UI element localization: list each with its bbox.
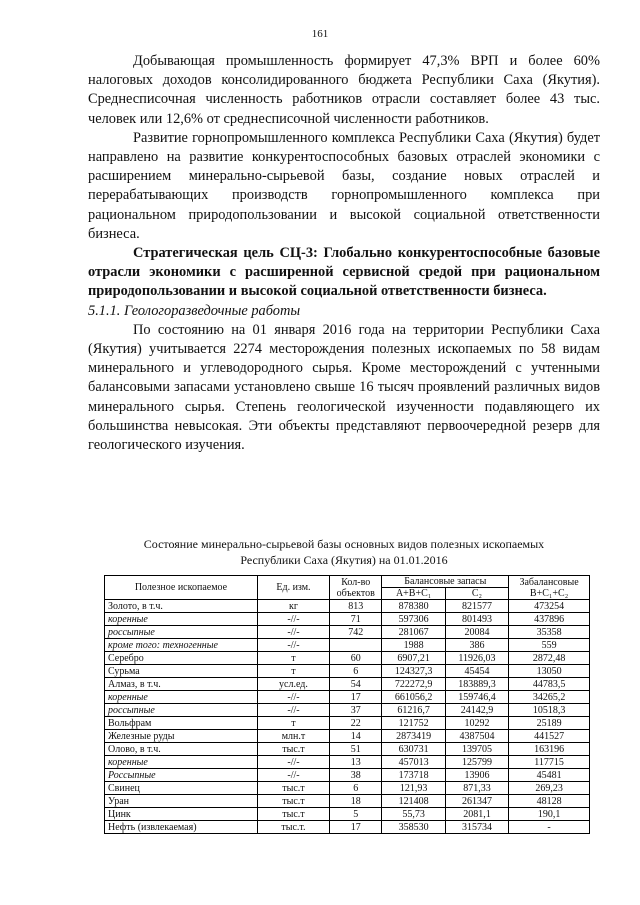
cell-count: 37 <box>330 704 382 717</box>
cell-mineral: коренные <box>105 756 258 769</box>
header-balance: Балансовые запасы <box>382 576 509 588</box>
cell-offbalance: 473254 <box>509 600 590 613</box>
cell-count: 742 <box>330 626 382 639</box>
cell-abc1: 6907,21 <box>382 652 445 665</box>
cell-abc1: 597306 <box>382 613 445 626</box>
table-caption-line2: Республики Саха (Якутия) на 01.01.2016 <box>240 553 448 567</box>
cell-unit: -//- <box>257 769 329 782</box>
table-row <box>105 613 590 626</box>
table-row <box>105 756 590 769</box>
cell-abc1: 281067 <box>382 626 445 639</box>
cell-unit: -//- <box>257 613 329 626</box>
cell-unit: -//- <box>257 704 329 717</box>
paragraph-strategic-goal: Стратегическая цель СЦ-3: Глобально конкурентоспособные базовые отрасли экономики с расширенной сервисной средой при рациональном природопользовании и высокой социальной ответственности бизнеса. <box>88 245 600 300</box>
cell-c2: 315734 <box>445 821 508 834</box>
table-row <box>105 795 590 808</box>
table-row <box>105 626 590 639</box>
cell-unit: тыс.т <box>257 808 329 821</box>
cell-c2: 159746,4 <box>445 691 508 704</box>
cell-offbalance: 45481 <box>509 769 590 782</box>
table-row <box>105 743 590 756</box>
cell-abc1: 722272,9 <box>382 678 445 691</box>
paragraph-development: Развитие горнопромышленного комплекса Республики Саха (Якутия) будет направлено на развитие конкурентоспособных базовых отраслей экономики с расширением минерально-сырьевой базы, создание новых отраслей и перерабатывающих производств горнопромышленного комплекса при рациональном природопользовании и высокой социальной ответственности бизнеса. <box>88 129 600 242</box>
cell-mineral: россыпные <box>105 704 258 717</box>
cell-count: 17 <box>330 821 382 834</box>
paragraph-industry-share: Добывающая промышленность формирует 47,3% ВРП и более 60% налоговых доходов консолидированного бюджета Республики Саха (Якутия). Среднесписочная численность работников отрасли составляет более 43 тыс. человек или 12,6% от среднесписочной численности работников. <box>88 53 600 127</box>
cell-c2: 11926,03 <box>445 652 508 665</box>
cell-offbalance: 35358 <box>509 626 590 639</box>
cell-unit: т <box>257 652 329 665</box>
cell-unit: тыс.т. <box>257 821 329 834</box>
cell-mineral: Железные руды <box>105 730 258 743</box>
cell-offbalance: 34265,2 <box>509 691 590 704</box>
cell-count: 6 <box>330 665 382 678</box>
cell-abc1: 121408 <box>382 795 445 808</box>
table-row <box>105 769 590 782</box>
cell-abc1: 173718 <box>382 769 445 782</box>
cell-unit: млн.т <box>257 730 329 743</box>
cell-mineral: Вольфрам <box>105 717 258 730</box>
cell-offbalance: 190,1 <box>509 808 590 821</box>
table-row <box>105 600 590 613</box>
cell-offbalance: 117715 <box>509 756 590 769</box>
section-title: 5.1.1. Геологоразведочные работы <box>88 302 301 319</box>
cell-c2: 139705 <box>445 743 508 756</box>
cell-abc1: 1988 <box>382 639 445 652</box>
cell-unit: усл.ед. <box>257 678 329 691</box>
cell-mineral: россыпные <box>105 626 258 639</box>
cell-c2: 13906 <box>445 769 508 782</box>
cell-mineral: Золото, в т.ч. <box>105 600 258 613</box>
cell-count: 813 <box>330 600 382 613</box>
cell-count: 13 <box>330 756 382 769</box>
table-row <box>105 808 590 821</box>
cell-mineral: коренные <box>105 613 258 626</box>
cell-abc1: 124327,3 <box>382 665 445 678</box>
cell-offbalance: 48128 <box>509 795 590 808</box>
cell-unit: -//- <box>257 691 329 704</box>
cell-c2: 183889,3 <box>445 678 508 691</box>
cell-c2: 125799 <box>445 756 508 769</box>
cell-offbalance: 559 <box>509 639 590 652</box>
cell-c2: 20084 <box>445 626 508 639</box>
header-abc1: А+В+С₁ <box>382 588 445 600</box>
cell-offbalance: 269,23 <box>509 782 590 795</box>
cell-mineral: Уран <box>105 795 258 808</box>
cell-count: 60 <box>330 652 382 665</box>
cell-count: 17 <box>330 691 382 704</box>
cell-unit: кг <box>257 600 329 613</box>
cell-mineral: Россыпные <box>105 769 258 782</box>
cell-offbalance: 437896 <box>509 613 590 626</box>
table-row <box>105 717 590 730</box>
cell-mineral: Сурьма <box>105 665 258 678</box>
cell-offbalance: 10518,3 <box>509 704 590 717</box>
document-body <box>88 52 600 455</box>
cell-count: 18 <box>330 795 382 808</box>
cell-c2: 801493 <box>445 613 508 626</box>
cell-count: 71 <box>330 613 382 626</box>
table-body <box>105 600 590 834</box>
table-row <box>105 730 590 743</box>
cell-unit: -//- <box>257 756 329 769</box>
cell-abc1: 457013 <box>382 756 445 769</box>
cell-offbalance: 13050 <box>509 665 590 678</box>
cell-c2: 261347 <box>445 795 508 808</box>
header-mineral: Полезное ископаемое <box>105 576 258 600</box>
table-row <box>105 639 590 652</box>
cell-offbalance: - <box>509 821 590 834</box>
header-offbalance: Забалансовые В+С₁+С₂ <box>509 576 590 600</box>
cell-offbalance: 441527 <box>509 730 590 743</box>
cell-mineral: Олово, в т.ч. <box>105 743 258 756</box>
header-c2: С₂ <box>445 588 508 600</box>
cell-mineral: Серебро <box>105 652 258 665</box>
cell-abc1: 61216,7 <box>382 704 445 717</box>
table-row <box>105 678 590 691</box>
cell-c2: 45454 <box>445 665 508 678</box>
cell-c2: 4387504 <box>445 730 508 743</box>
cell-abc1: 358530 <box>382 821 445 834</box>
cell-c2: 821577 <box>445 600 508 613</box>
table-row <box>105 691 590 704</box>
cell-unit: т <box>257 717 329 730</box>
page-number: 161 <box>311 28 329 40</box>
cell-c2: 871,33 <box>445 782 508 795</box>
cell-offbalance: 44783,5 <box>509 678 590 691</box>
cell-abc1: 121752 <box>382 717 445 730</box>
cell-abc1: 878380 <box>382 600 445 613</box>
table-row <box>105 665 590 678</box>
cell-abc1: 630731 <box>382 743 445 756</box>
cell-count: 38 <box>330 769 382 782</box>
cell-offbalance: 2872,48 <box>509 652 590 665</box>
cell-count: 5 <box>330 808 382 821</box>
cell-c2: 2081,1 <box>445 808 508 821</box>
header-unit: Ед. изм. <box>257 576 329 600</box>
cell-offbalance: 163196 <box>509 743 590 756</box>
cell-count: 54 <box>330 678 382 691</box>
cell-abc1: 661056,2 <box>382 691 445 704</box>
cell-abc1: 2873419 <box>382 730 445 743</box>
header-count: Кол-во объектов <box>330 576 382 600</box>
cell-unit: тыс.т <box>257 782 329 795</box>
table-row <box>105 782 590 795</box>
paragraph-geology: По состоянию на 01 января 2016 года на территории Республики Саха (Якутия) учитывается 2274 месторождения полезных ископаемых по 58 видам минерального и углеводородного сырья. Кроме месторождений с учтенными балансовыми запасами установлено свыше 16 тысяч проявлений различных видов минерального сырья. Степень геологической изученности подавляющего их большинства невысокая. Эти объекты представляют первоочередной резерв для геологического изучения. <box>88 321 600 454</box>
cell-unit: -//- <box>257 626 329 639</box>
cell-unit: -//- <box>257 639 329 652</box>
cell-mineral: кроме того: техногенные <box>105 639 258 652</box>
cell-unit: тыс.т <box>257 795 329 808</box>
cell-abc1: 121,93 <box>382 782 445 795</box>
minerals-table <box>104 575 590 834</box>
cell-mineral: Свинец <box>105 782 258 795</box>
cell-c2: 10292 <box>445 717 508 730</box>
cell-mineral: Цинк <box>105 808 258 821</box>
cell-unit: т <box>257 665 329 678</box>
cell-mineral: Нефть (извлекаемая) <box>105 821 258 834</box>
table-caption <box>88 536 600 568</box>
cell-c2: 24142,9 <box>445 704 508 717</box>
table-row <box>105 652 590 665</box>
table-row <box>105 821 590 834</box>
cell-c2: 386 <box>445 639 508 652</box>
cell-mineral: коренные <box>105 691 258 704</box>
cell-unit: тыс.т <box>257 743 329 756</box>
table-row <box>105 704 590 717</box>
cell-abc1: 55,73 <box>382 808 445 821</box>
table-caption-line1: Состояние минерально-сырьевой базы основных видов полезных ископаемых <box>143 537 545 551</box>
cell-count <box>330 639 382 652</box>
cell-count: 14 <box>330 730 382 743</box>
cell-count: 22 <box>330 717 382 730</box>
cell-count: 51 <box>330 743 382 756</box>
cell-mineral: Алмаз, в т.ч. <box>105 678 258 691</box>
cell-offbalance: 25189 <box>509 717 590 730</box>
cell-count: 6 <box>330 782 382 795</box>
